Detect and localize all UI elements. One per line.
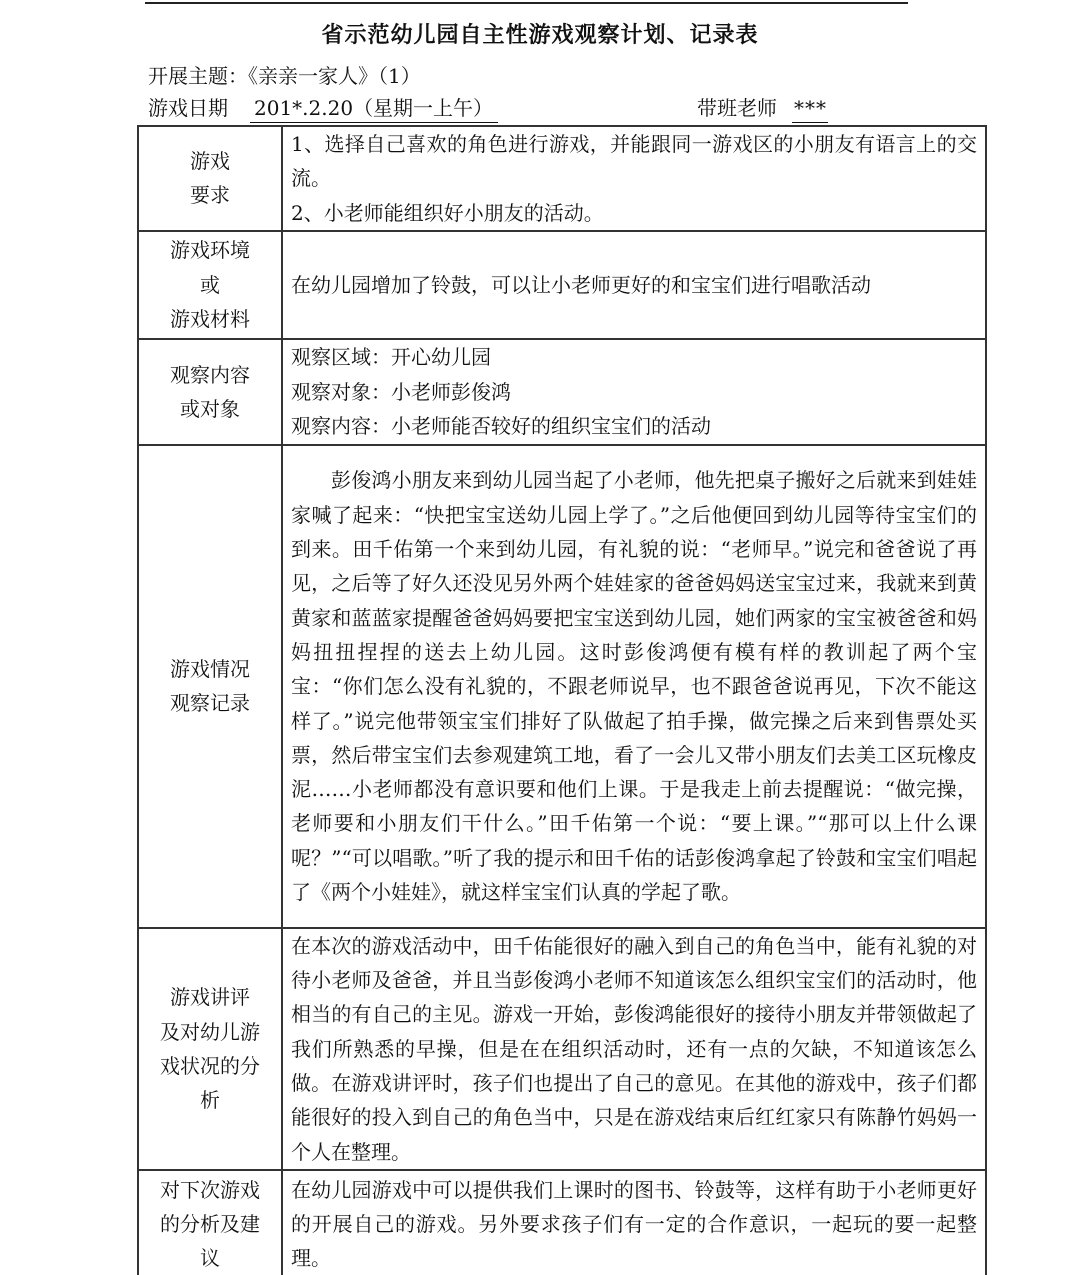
content-analysis [282,928,986,1170]
label-analysis [138,928,282,1170]
record-table [137,125,987,1275]
date-value: 201*.2.20（星期一上午） [250,94,498,123]
label-requirements [138,126,282,231]
observation-area: 观察区域：开心幼儿园 [291,345,491,370]
requirement-item-2: 2、小老师能组织好小朋友的活动。 [291,200,604,225]
content-environment [282,231,986,339]
record-text: 彭俊鸿小朋友来到幼儿园当起了小老师，他先把桌子搬好之后就来到娃娃家喊了起来：“快把宝宝送幼儿园上学了。”之后他便回到幼儿园等待宝宝们的到来。田千佑第一个来到幼儿园，有礼貌的说：“老师早。”说完和爸爸说了再见，之后等了好久还没见另外两个娃娃家的爸爸妈妈送宝宝过来，我就来到黄黄家和蓝蓝家提醒爸爸妈妈要把宝宝送到幼儿园，她们两家的宝宝被爸爸和妈妈扭扭捏捏的送去上幼儿园。这时彭俊鸿便有模有样的教训起了两个宝宝：“你们怎么没有礼貌的，不跟老师说早，也不跟爸爸说再见，下次不能这样了。”说完他带领宝宝们排好了队做起了拍手操，做完操之后来到售票处买票，然后带宝宝们去参观建筑工地，看了一会儿又带小朋友们去美工区玩橡皮泥……小老师都没有意识要和他们上课。于是我走上前去提醒说：“做完操，老师要和小朋友们干什么。”田千佑第一个说：“要上课。”“那可以上什么课呢？”“可以唱歌。”听了我的提示和田千佑的话彭俊鸿拿起了铃鼓和宝宝们唱起了《两个小娃娃》，就这样宝宝们认真的学起了歌。 [291,468,977,905]
document-title: 省示范幼儿园自主性游戏观察计划、记录表 [321,22,759,48]
label-record-text: 游戏情况 观察记录 [170,657,250,716]
content-suggestion [282,1170,986,1275]
row-suggestion [138,1170,986,1275]
observation-content: 观察内容：小老师能否较好的组织宝宝们的活动 [291,414,711,439]
teacher-value: *** [792,94,828,123]
observation-target: 观察对象：小老师彭俊鸿 [291,379,511,404]
label-observation [138,339,282,445]
content-record [282,445,986,928]
environment-text: 在幼儿园增加了铃鼓，可以让小老师更好的和宝宝们进行唱歌活动 [291,272,871,297]
top-rule [145,2,908,4]
label-observation-text: 观察内容 或对象 [170,362,250,421]
suggestion-text: 在幼儿园游戏中可以提供我们上课时的图书、铃鼓等，这样有助于小老师更好的开展自己的游戏。另外要求孩子们有一定的合作意识，一起玩的要一起整理。 [291,1177,977,1271]
label-analysis-text: 游戏讲评 及对幼儿游 戏状况的分 析 [160,985,260,1113]
label-suggestion [138,1170,282,1275]
label-environment-text: 游戏环境 或 游戏材料 [170,238,250,332]
row-environment [138,231,986,339]
content-observation [282,339,986,445]
date-label: 游戏日期 [148,96,228,120]
theme-line: 开展主题：《亲亲一家人》（1） [148,64,421,88]
label-suggestion-text: 对下次游戏 的分析及建 议 [160,1177,260,1271]
row-record [138,445,986,928]
label-record [138,445,282,928]
content-requirements [282,126,986,231]
requirement-item-1: 1、选择自己喜欢的角色进行游戏，并能跟同一游戏区的小朋友有语言上的交流。 [291,132,977,191]
label-environment [138,231,282,339]
row-analysis [138,928,986,1170]
analysis-text: 在本次的游戏活动中，田千佑能很好的融入到自己的角色当中，能有礼貌的对待小老师及爸爸，并且当彭俊鸿小老师不知道该怎么组织宝宝们的活动时，他相当的有自己的主见。游戏一开始，彭俊鸿能很好的接待小朋友并带领做起了我们所熟悉的早操，但是在在组织活动时，还有一点的欠缺，不知道该怎么做。在游戏讲评时，孩子们也提出了自己的意见。在其他的游戏中，孩子们都能很好的投入到自己的角色当中，只是在游戏结束后红红家只有陈静竹妈妈一个人在整理。 [291,933,977,1164]
label-requirements-text: 游戏 要求 [190,149,230,208]
row-requirements [138,126,986,231]
row-observation [138,339,986,445]
teacher-label: 带班老师 [697,96,777,120]
